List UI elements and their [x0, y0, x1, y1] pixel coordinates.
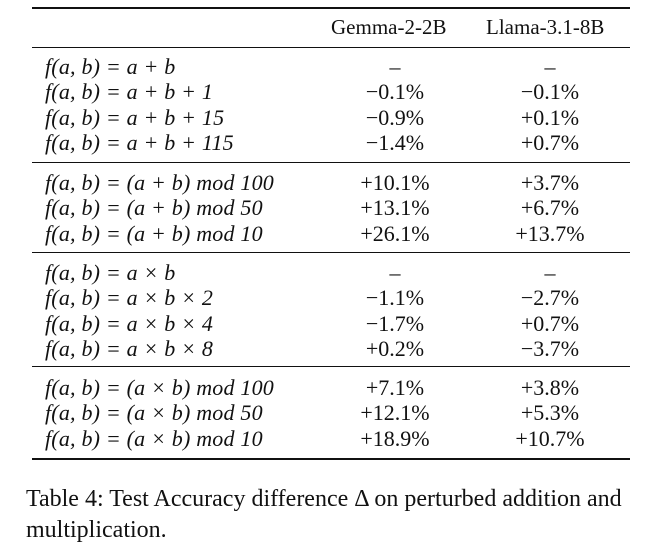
formula-cell: f(a, b) = a + b + 1 [45, 79, 214, 105]
table-row [0, 285, 658, 310]
llama-value-cell: +0.7% [520, 310, 580, 336]
llama-value-cell: +10.7% [515, 425, 585, 451]
gemma-value-cell: −1.1% [365, 285, 425, 311]
group-separator-rule [32, 162, 630, 163]
formula-cell: f(a, b) = a + b + 15 [45, 104, 225, 130]
formula-cell: f(a, b) = a × b [45, 260, 176, 285]
table-row [0, 400, 658, 425]
gemma-value-cell: – [389, 260, 401, 285]
gemma-value-cell: +10.1% [360, 170, 430, 195]
gemma-value-cell: +12.1% [360, 400, 430, 426]
formula-cell: f(a, b) = a × b × 8 [45, 335, 214, 361]
table-row [0, 221, 658, 246]
formula-cell: f(a, b) = (a × b) mod 100 [45, 375, 274, 400]
llama-value-cell: +3.7% [520, 170, 580, 195]
table-row [0, 170, 658, 195]
table-row [0, 195, 658, 220]
gemma-value-cell: – [389, 54, 401, 79]
header-rule [32, 47, 630, 48]
llama-value-cell: +0.7% [520, 129, 580, 155]
llama-value-cell: −0.1% [520, 79, 580, 105]
formula-cell: f(a, b) = a × b × 4 [45, 310, 214, 336]
formula-cell: f(a, b) = (a + b) mod 10 [45, 220, 263, 246]
formula-cell: f(a, b) = (a + b) mod 50 [45, 195, 263, 221]
formula-cell: f(a, b) = (a × b) mod 50 [45, 400, 263, 426]
table-row [0, 375, 658, 400]
llama-value-cell: +0.1% [520, 104, 580, 130]
gemma-value-cell: −0.9% [365, 104, 425, 130]
table-top-rule [32, 7, 630, 9]
table-bottom-rule [32, 458, 630, 460]
table-row [0, 130, 658, 155]
table-caption: Table 4: Test Accuracy difference Δ on perturbed addition and multiplication. [26, 486, 622, 543]
gemma-value-cell: +7.1% [365, 375, 425, 400]
gemma-value-cell: +13.1% [360, 195, 430, 221]
table-row [0, 311, 658, 336]
llama-value-cell: +3.8% [520, 375, 580, 400]
gemma-value-cell: +26.1% [360, 220, 430, 246]
gemma-value-cell: −1.7% [365, 310, 425, 336]
formula-cell: f(a, b) = (a × b) mod 10 [45, 425, 263, 451]
table-row [0, 105, 658, 130]
llama-value-cell: −3.7% [520, 335, 580, 361]
gemma-value-cell: +0.2% [365, 335, 425, 361]
table-row [0, 260, 658, 285]
formula-cell: f(a, b) = a + b [45, 54, 176, 79]
table-row [0, 336, 658, 361]
table-row [0, 79, 658, 104]
table-row [0, 54, 658, 79]
llama-value-cell: – [544, 54, 556, 79]
llama-value-cell: +6.7% [520, 195, 580, 221]
gemma-value-cell: −0.1% [365, 79, 425, 105]
llama-value-cell: +5.3% [520, 400, 580, 426]
column-header-gemma: Gemma-2-2B [331, 15, 447, 39]
group-separator-rule [32, 252, 630, 253]
column-header-llama: Llama-3.1-8B [486, 15, 605, 39]
llama-value-cell: – [544, 260, 556, 285]
table-row [0, 426, 658, 451]
formula-cell: f(a, b) = a + b + 115 [45, 129, 234, 155]
llama-value-cell: +13.7% [515, 220, 585, 246]
gemma-value-cell: −1.4% [365, 129, 425, 155]
formula-cell: f(a, b) = (a + b) mod 100 [45, 170, 274, 195]
group-separator-rule [32, 366, 630, 367]
gemma-value-cell: +18.9% [360, 425, 430, 451]
formula-cell: f(a, b) = a × b × 2 [45, 285, 214, 311]
llama-value-cell: −2.7% [520, 285, 580, 311]
